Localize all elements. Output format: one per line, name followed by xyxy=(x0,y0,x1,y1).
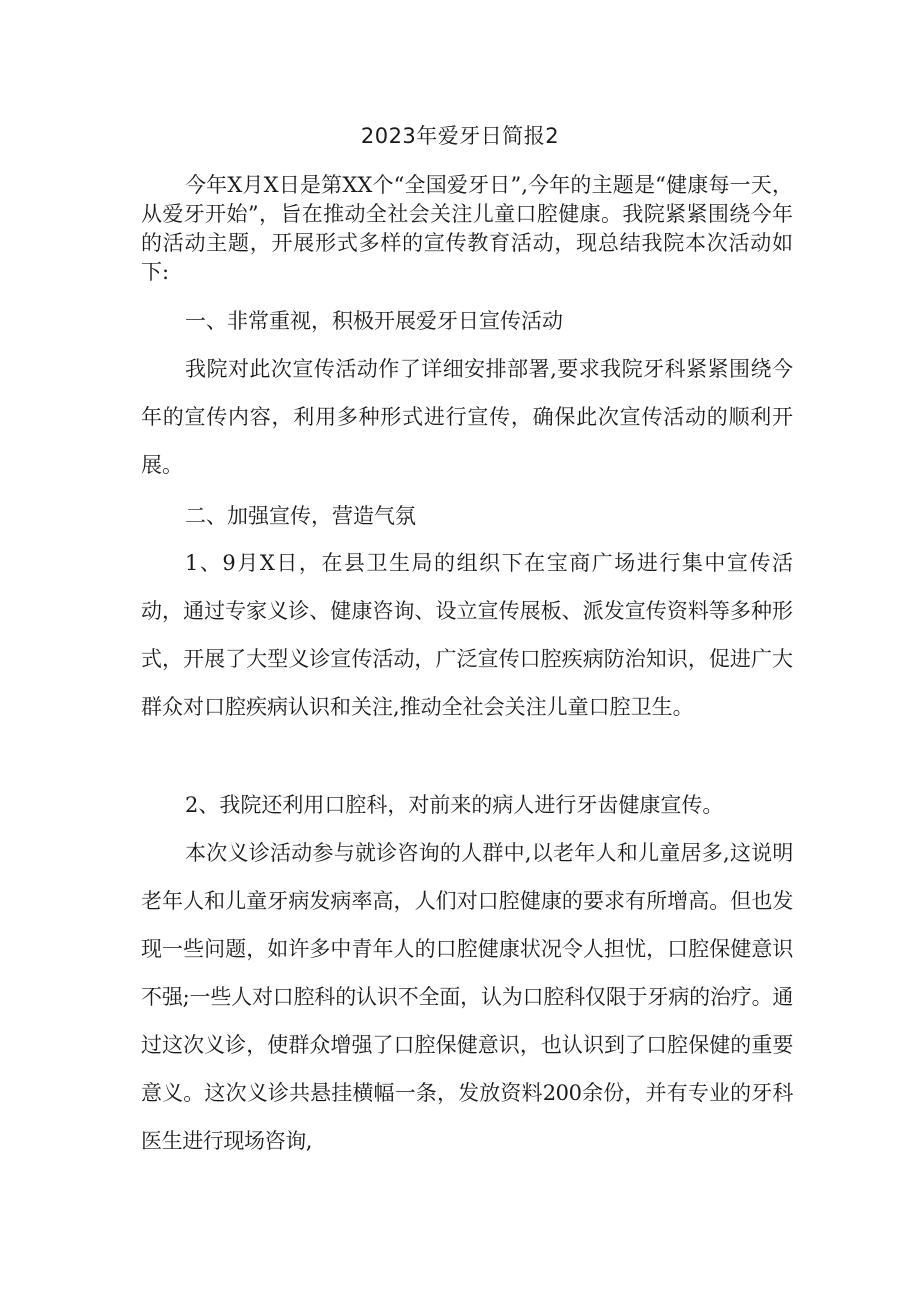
list-item-1: 1、9月X日，在县卫生局的组织下在宝商广场进行集中宣传活动，通过专家义诊、健康咨询、设立宣传展板、派发宣传资料等多种形式，开展了大型义诊宣传活动，广泛宣传口腔疾病防治知识，促进广大群众对口腔疾病认识和关注,推动全社会关注儿童口腔卫生。 xyxy=(141,551,793,719)
section2-heading: 二、加强宣传，营造气氛 xyxy=(185,504,416,528)
section1-heading: 一、非常重视，积极开展爱牙日宣传活动 xyxy=(185,309,563,333)
list-item-2: 2、我院还利用口腔科，对前来的病人进行牙齿健康宣传。 xyxy=(185,793,724,817)
section1-body: 我院对此次宣传活动作了详细安排部署,要求我院牙科紧紧围绕今年的宣传内容，利用多种形式进行宣传，确保此次宣传活动的顺利开展。 xyxy=(141,357,793,477)
document-title: 2023年爱牙日简报2 xyxy=(360,124,560,148)
summary-paragraph: 本次义诊活动参与就诊咨询的人群中,以老年人和儿童居多,这说明老年人和儿童牙病发病率高，人们对口腔健康的要求有所增高。但也发现一些问题，如许多中青年人的口腔健康状况令人担忧，口腔保健意识不强;一些人对口腔科的认识不全面，认为口腔科仅限于牙病的治疗。通过这次义诊，使群众增强了口腔保健意识，也认识到了口腔保健的重要意义。这次义诊共悬挂横幅一条，发放资料200余份，并有专业的牙科医生进行现场咨询, xyxy=(141,841,793,1153)
intro-paragraph: 今年X月X日是第XX个“全国爱牙日”,今年的主题是“健康每一天，从爱牙开始”，旨在推动全社会关注儿童口腔健康。我院紧紧围绕今年的活动主题，开展形式多样的宣传教育活动，现总结我院本次活动如下: xyxy=(141,173,793,284)
